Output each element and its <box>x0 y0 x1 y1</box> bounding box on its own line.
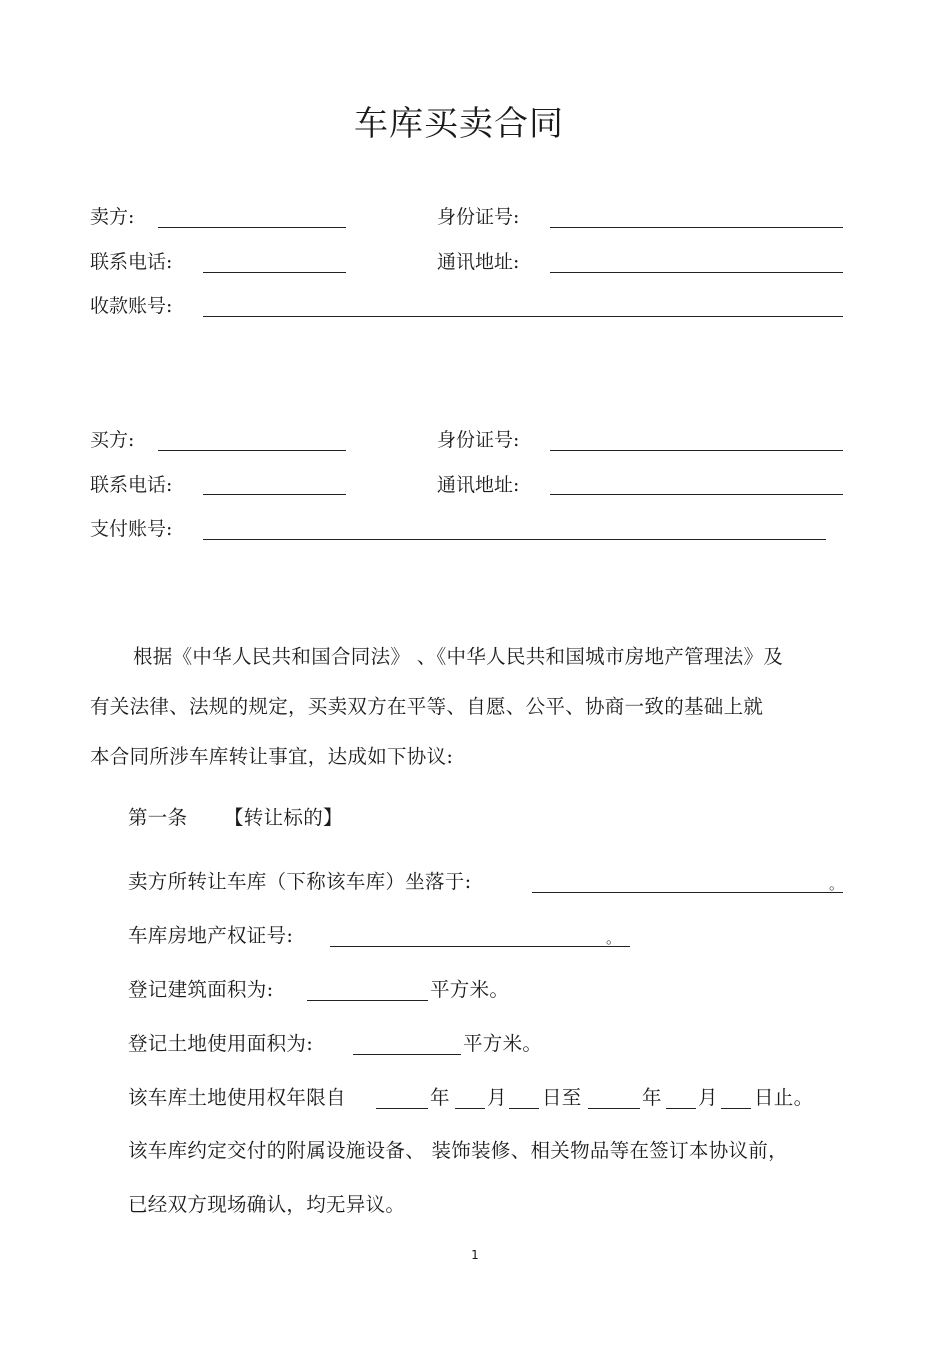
seller-label: 卖方: <box>90 206 135 228</box>
cert-field[interactable] <box>330 946 630 947</box>
building-area-field[interactable] <box>307 1000 428 1001</box>
facilities-line-1: 该车库约定交付的附属设施设备、 装饰装修、相关物品等在签订本协议前， <box>128 1139 788 1162</box>
buyer-account-field[interactable] <box>203 539 826 540</box>
land-area-unit: 平方米。 <box>463 1032 543 1055</box>
term-end-day-field[interactable] <box>721 1108 751 1109</box>
term-start-day-text: 日至 <box>542 1086 582 1109</box>
seller-id-field[interactable] <box>550 227 843 228</box>
building-area-unit: 平方米。 <box>430 978 510 1001</box>
building-area-label: 登记建筑面积为: <box>128 978 274 1001</box>
term-start-month-field[interactable] <box>455 1108 485 1109</box>
location-field[interactable] <box>532 892 843 893</box>
seller-id-label: 身份证号: <box>437 206 520 228</box>
facilities-line-2: 已经双方现场确认，均无异议。 <box>128 1193 406 1216</box>
land-area-label: 登记土地使用面积为: <box>128 1032 314 1055</box>
term-end-month-field[interactable] <box>666 1108 696 1109</box>
preamble-line-3: 本合同所涉车库转让事宜，达成如下协议: <box>90 745 454 768</box>
term-start-year-field[interactable] <box>376 1108 428 1109</box>
seller-phone-label: 联系电话: <box>90 251 173 273</box>
seller-account-field[interactable] <box>203 316 843 317</box>
land-area-field[interactable] <box>353 1054 461 1055</box>
buyer-name-field[interactable] <box>158 450 346 451</box>
buyer-id-field[interactable] <box>550 450 843 451</box>
buyer-address-field[interactable] <box>550 494 843 495</box>
buyer-phone-label: 联系电话: <box>90 474 173 496</box>
seller-name-field[interactable] <box>158 227 346 228</box>
cert-label: 车库房地产权证号: <box>128 924 294 947</box>
location-label: 卖方所转让车库（下称该车库）坐落于: <box>128 870 472 893</box>
seller-address-label: 通讯地址: <box>437 251 520 273</box>
term-start-month-text: 月 <box>487 1086 507 1109</box>
cert-end: 。 <box>606 929 622 947</box>
page-number: 1 <box>471 1248 479 1262</box>
term-label: 该车库土地使用权年限自 <box>128 1086 346 1109</box>
buyer-id-label: 身份证号: <box>437 429 520 451</box>
seller-phone-field[interactable] <box>203 272 346 273</box>
article-1-number: 第一条 <box>128 806 188 829</box>
preamble-line-2: 有关法律、法规的规定，买卖双方在平等、自愿、公平、协商一致的基础上就 <box>90 695 764 718</box>
term-end-year-field[interactable] <box>588 1108 640 1109</box>
buyer-account-label: 支付账号: <box>90 518 173 540</box>
term-end-day-text: 日止。 <box>754 1086 814 1109</box>
buyer-label: 买方: <box>90 429 135 451</box>
buyer-address-label: 通讯地址: <box>437 474 520 496</box>
term-end-month-text: 月 <box>698 1086 718 1109</box>
seller-account-label: 收款账号: <box>90 295 173 317</box>
preamble-line-1: 根据《中华人民共和国合同法》 、《中华人民共和国城市房地产管理法》及 <box>133 645 784 668</box>
term-start-year-text: 年 <box>430 1086 450 1109</box>
term-start-day-field[interactable] <box>509 1108 539 1109</box>
term-end-year-text: 年 <box>642 1086 662 1109</box>
article-1-heading: 【转让标的】 <box>224 806 343 829</box>
location-end: 。 <box>829 875 845 893</box>
seller-address-field[interactable] <box>550 272 843 273</box>
page-title: 车库买卖合同 <box>354 104 564 144</box>
buyer-phone-field[interactable] <box>203 494 346 495</box>
